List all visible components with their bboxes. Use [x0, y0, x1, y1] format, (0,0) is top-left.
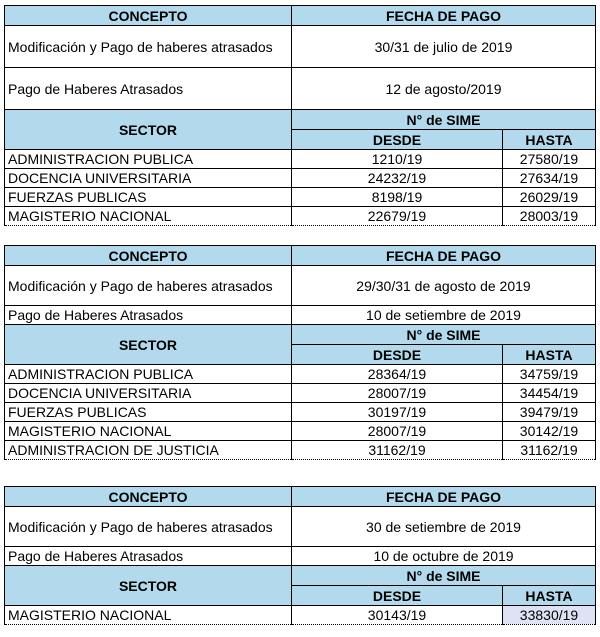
concepto-label: Pago de Haberes Atrasados — [5, 68, 292, 110]
hasta-header: HASTA — [503, 345, 596, 365]
concepto-header: CONCEPTO — [5, 487, 292, 507]
sime-desde: 8198/19 — [292, 188, 503, 207]
sime-header: N° de SIME — [292, 110, 596, 130]
sector-name: MAGISTERIO NACIONAL — [5, 422, 292, 441]
sime-hasta: 34759/19 — [503, 365, 596, 384]
sime-hasta: 27580/19 — [503, 150, 596, 169]
concepto-header: CONCEPTO — [5, 6, 292, 26]
sector-name: MAGISTERIO NACIONAL — [5, 606, 292, 625]
sector-name: DOCENCIA UNIVERSITARIA — [5, 384, 292, 403]
sime-header: N° de SIME — [292, 325, 596, 345]
sime-hasta: 26029/19 — [503, 188, 596, 207]
sime-desde: 30143/19 — [292, 606, 503, 625]
payment-table-1 — [4, 5, 596, 226]
sime-header: N° de SIME — [292, 566, 596, 586]
fecha-header: FECHA DE PAGO — [292, 6, 596, 26]
payment-table-3 — [4, 486, 596, 625]
concepto-label: Modificación y Pago de haberes atrasados — [5, 266, 292, 306]
fecha-value: 10 de setiembre de 2019 — [292, 306, 596, 325]
hasta-header: HASTA — [503, 130, 596, 150]
sime-hasta: 31162/19 — [503, 441, 596, 460]
sime-hasta: 27634/19 — [503, 169, 596, 188]
sector-header: SECTOR — [5, 566, 292, 606]
sime-hasta: 39479/19 — [503, 403, 596, 422]
sector-name: DOCENCIA UNIVERSITARIA — [5, 169, 292, 188]
fecha-header: FECHA DE PAGO — [292, 246, 596, 266]
sime-hasta: 34454/19 — [503, 384, 596, 403]
desde-header: DESDE — [292, 345, 503, 365]
sector-name: ADMINISTRACION DE JUSTICIA — [5, 441, 292, 460]
payment-table-2 — [4, 245, 596, 460]
sector-name: ADMINISTRACION PUBLICA — [5, 150, 292, 169]
sime-desde: 31162/19 — [292, 441, 503, 460]
sime-hasta: 33830/19 — [503, 606, 596, 625]
concepto-label: Pago de Haberes Atrasados — [5, 547, 292, 566]
concepto-label: Modificación y Pago de haberes atrasados — [5, 507, 292, 547]
sector-header: SECTOR — [5, 325, 292, 365]
sime-desde: 22679/19 — [292, 207, 503, 226]
concepto-header: CONCEPTO — [5, 246, 292, 266]
fecha-header: FECHA DE PAGO — [292, 487, 596, 507]
sime-hasta: 28003/19 — [503, 207, 596, 226]
concepto-label: Pago de Haberes Atrasados — [5, 306, 292, 325]
sector-name: FUERZAS PUBLICAS — [5, 403, 292, 422]
sime-hasta: 30142/19 — [503, 422, 596, 441]
desde-header: DESDE — [292, 586, 503, 606]
fecha-value: 29/30/31 de agosto de 2019 — [292, 266, 596, 306]
sime-desde: 30197/19 — [292, 403, 503, 422]
fecha-value: 10 de octubre de 2019 — [292, 547, 596, 566]
sector-header: SECTOR — [5, 110, 292, 150]
sector-name: FUERZAS PUBLICAS — [5, 188, 292, 207]
sime-desde: 28007/19 — [292, 384, 503, 403]
sime-desde: 1210/19 — [292, 150, 503, 169]
desde-header: DESDE — [292, 130, 503, 150]
fecha-value: 30/31 de julio de 2019 — [292, 26, 596, 68]
hasta-header: HASTA — [503, 586, 596, 606]
fecha-value: 12 de agosto/2019 — [292, 68, 596, 110]
sime-desde: 28007/19 — [292, 422, 503, 441]
fecha-value: 30 de setiembre de 2019 — [292, 507, 596, 547]
concepto-label: Modificación y Pago de haberes atrasados — [5, 26, 292, 68]
sector-name: ADMINISTRACION PUBLICA — [5, 365, 292, 384]
sector-name: MAGISTERIO NACIONAL — [5, 207, 292, 226]
sime-desde: 28364/19 — [292, 365, 503, 384]
sime-desde: 24232/19 — [292, 169, 503, 188]
